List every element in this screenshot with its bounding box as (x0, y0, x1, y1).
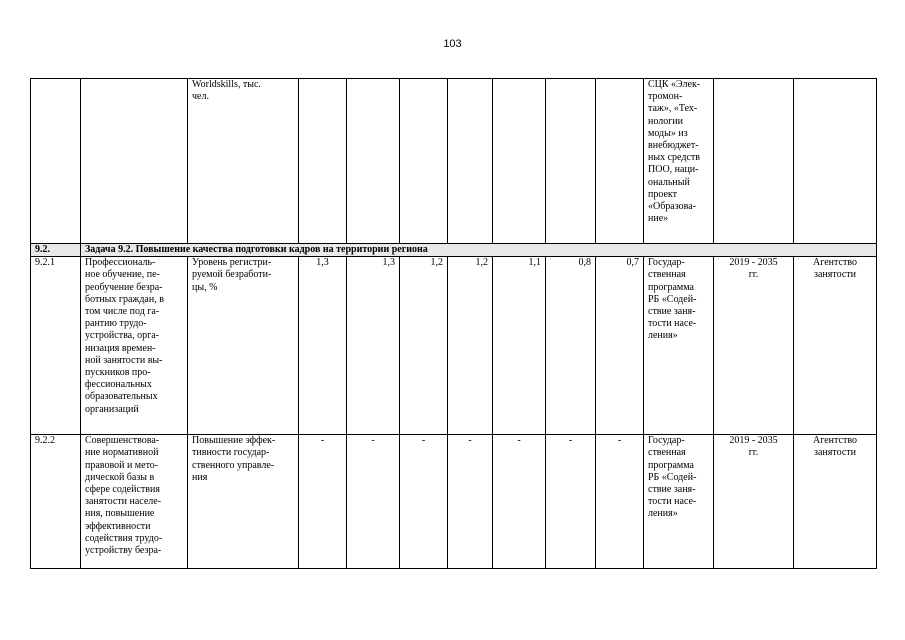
cell-value: 1,2 (400, 257, 448, 435)
cell-value (596, 79, 644, 244)
cell-period: 2019 - 2035 гг. (714, 257, 794, 435)
cell-value: - (299, 435, 347, 569)
cell-num (31, 79, 81, 244)
cell-value (448, 79, 493, 244)
cell-source: Государ- ственная программа РБ «Содей- ствие заня- тости насе- ления» (644, 257, 714, 435)
cell-value: 0,8 (546, 257, 596, 435)
cell-value: - (347, 435, 400, 569)
cell-executor: Агентство занятости (794, 435, 877, 569)
cell-source: Государ- ственная программа РБ «Содей- ствие заня- тости насе- ления» (644, 435, 714, 569)
page-number: 103 (443, 38, 462, 50)
cell-value: 1,3 (347, 257, 400, 435)
table-row (31, 257, 877, 435)
cell-value: 1,3 (299, 257, 347, 435)
task-row (31, 244, 877, 257)
cell-measure: Совершенствова- ние нормативной правовой и мето- дической базы в сфере содействия занятости населе- ния, повышение эффективности содействия трудо- устройству безра- (81, 435, 188, 569)
cell-indicator: Уровень регистри- руемой безработи- цы, % (188, 257, 299, 435)
cell-value: - (546, 435, 596, 569)
cell-executor: Агентство занятости (794, 257, 877, 435)
cell-value (546, 79, 596, 244)
task-num: 9.2. (31, 244, 81, 257)
measures-table (30, 78, 877, 569)
cell-period (714, 79, 794, 244)
cell-executor (794, 79, 877, 244)
cell-value: 1,2 (448, 257, 493, 435)
cell-value: 0,7 (596, 257, 644, 435)
cell-source: СЦК «Элек- тромон- таж», «Тех- нологии моды» из внебюджет- ных средств ПОО, наци- ональный проект «Образова- ние» (644, 79, 714, 244)
cell-value: - (493, 435, 546, 569)
cell-value: - (448, 435, 493, 569)
cell-value (400, 79, 448, 244)
table-row (31, 435, 877, 569)
task-title: Задача 9.2. Повышение качества подготовки кадров на территории региона (81, 244, 877, 257)
cell-value (299, 79, 347, 244)
cell-indicator: Повышение эффек- тивности государ- ственного управле- ния (188, 435, 299, 569)
table-row-continuation (31, 79, 877, 244)
cell-num: 9.2.1 (31, 257, 81, 435)
cell-value: 1,1 (493, 257, 546, 435)
cell-value (493, 79, 546, 244)
cell-period: 2019 - 2035 гг. (714, 435, 794, 569)
cell-measure (81, 79, 188, 244)
cell-indicator: Worldskills, тыс. чел. (188, 79, 299, 244)
cell-value: - (596, 435, 644, 569)
cell-num: 9.2.2 (31, 435, 81, 569)
cell-value (347, 79, 400, 244)
cell-measure: Профессиональ- ное обучение, пе- реобучение безра- ботных граждан, в том числе под га- рантию трудо- устройства, орга- низация времен- ной занятости вы- пускников про- фессиональных образовательных организаций (81, 257, 188, 435)
cell-value: - (400, 435, 448, 569)
